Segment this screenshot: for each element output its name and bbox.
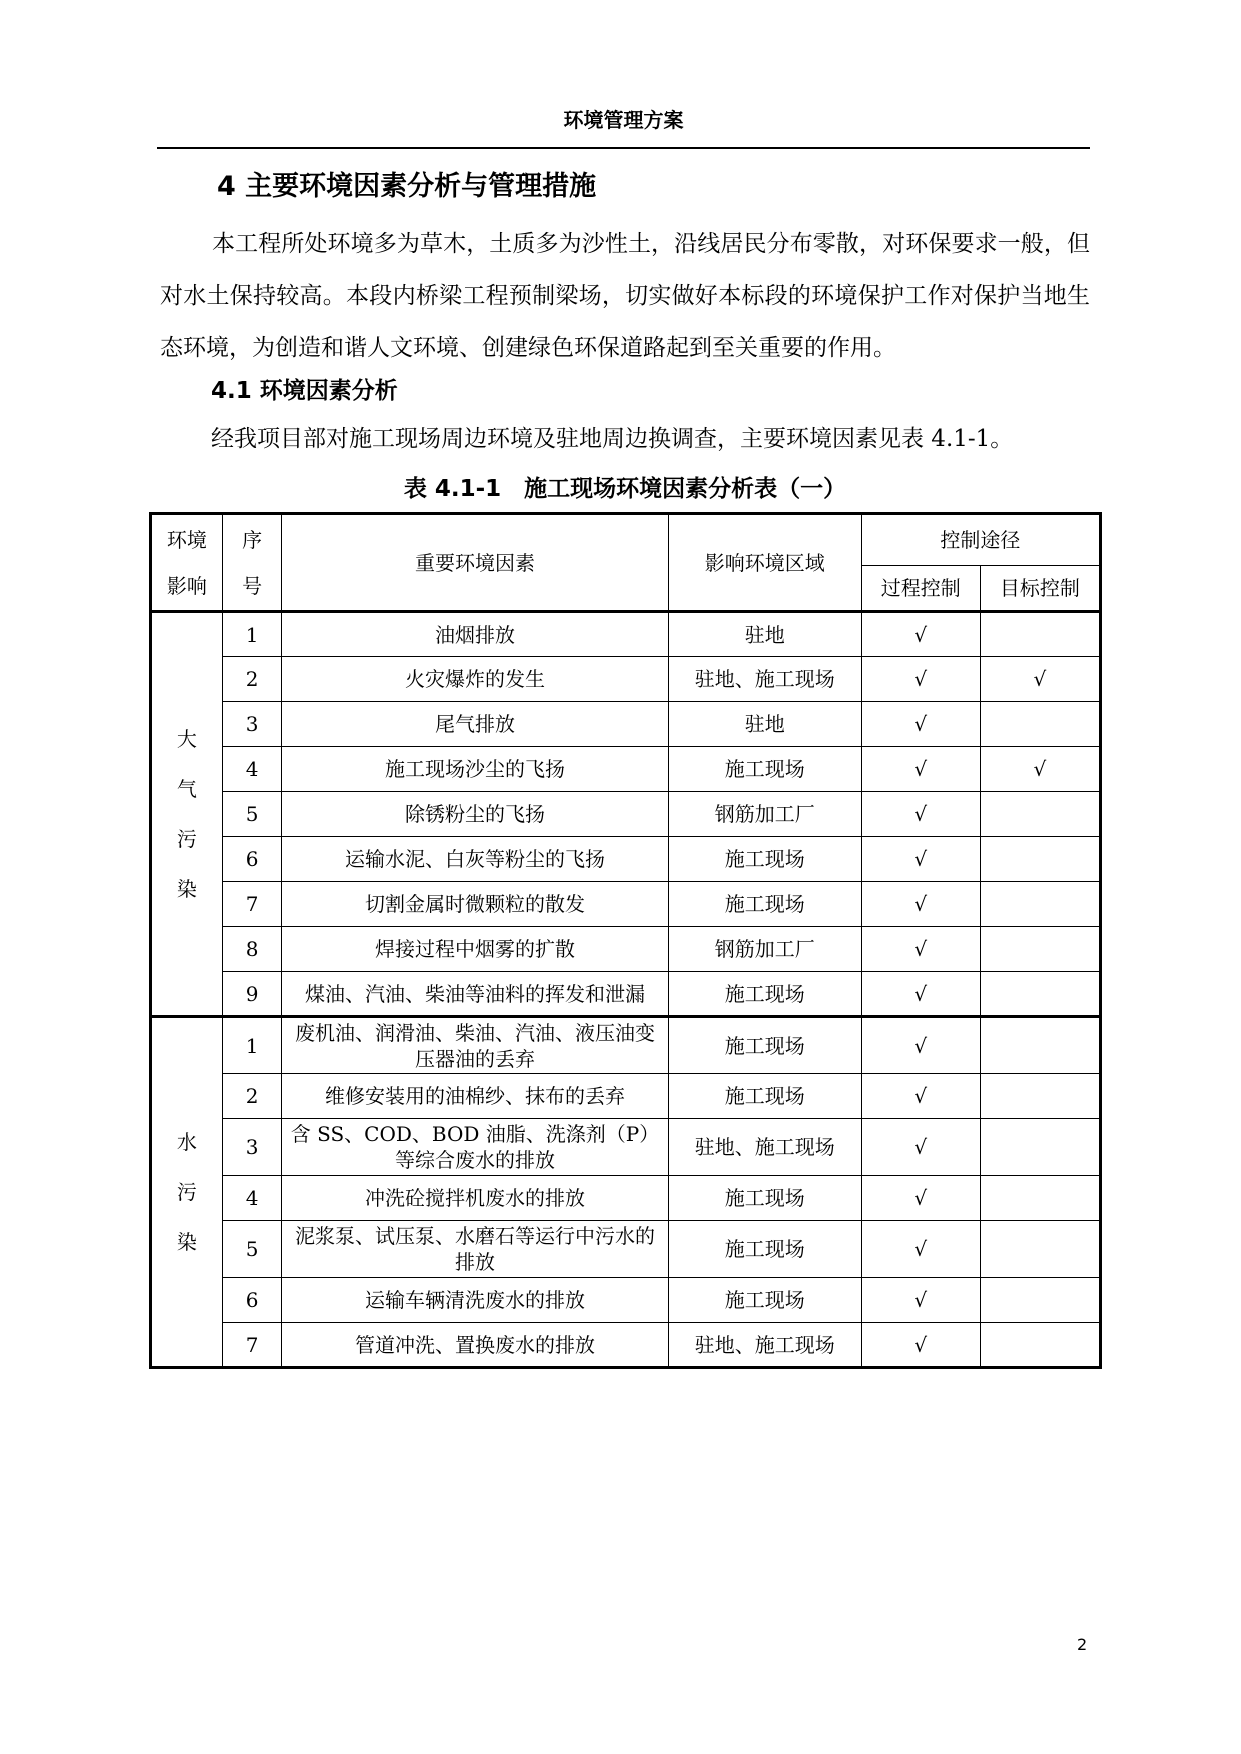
cell-no: 9 <box>222 972 282 1017</box>
table-row <box>151 1017 1101 1074</box>
page-number: 2 <box>1077 1635 1088 1654</box>
cell-target: √ <box>980 657 1100 702</box>
cell-target <box>980 837 1100 882</box>
cell-no: 6 <box>222 1278 282 1323</box>
header-divider <box>157 147 1090 149</box>
cell-no: 4 <box>222 747 282 792</box>
cell-area: 驻地 <box>668 612 861 657</box>
header-no-line1: 序 <box>242 527 263 552</box>
cell-factor: 泥浆泵、试压泵、水磨石等运行中污水的排放 <box>282 1221 668 1278</box>
table-row <box>151 1221 1101 1278</box>
cell-process: √ <box>861 1221 980 1278</box>
cell-process: √ <box>861 1119 980 1176</box>
cell-factor: 煤油、汽油、柴油等油料的挥发和泄漏 <box>282 972 668 1017</box>
cell-area: 施工现场 <box>668 1176 861 1221</box>
cell-area: 施工现场 <box>668 837 861 882</box>
cell-process: √ <box>861 1017 980 1074</box>
cell-target <box>980 972 1100 1017</box>
cell-area: 驻地 <box>668 702 861 747</box>
table-row <box>151 1278 1101 1323</box>
table-row <box>151 1323 1101 1368</box>
cell-no: 8 <box>222 927 282 972</box>
page-header-title: 环境管理方案 <box>563 108 684 132</box>
cell-target <box>980 1119 1100 1176</box>
cell-area: 施工现场 <box>668 1278 861 1323</box>
cell-target <box>980 882 1100 927</box>
cell-area: 施工现场 <box>668 1221 861 1278</box>
cell-area: 钢筋加工厂 <box>668 927 861 972</box>
cell-area: 钢筋加工厂 <box>668 792 861 837</box>
group-air <box>151 612 1101 1017</box>
cell-area: 驻地、施工现场 <box>668 1119 861 1176</box>
header-factor: 重要环境因素 <box>282 514 668 612</box>
cell-target <box>980 927 1100 972</box>
cell-factor: 运输车辆清洗废水的排放 <box>282 1278 668 1323</box>
cell-factor: 除锈粉尘的飞扬 <box>282 792 668 837</box>
cell-target <box>980 1221 1100 1278</box>
table-row <box>151 927 1101 972</box>
cell-process: √ <box>861 837 980 882</box>
cell-factor: 油烟排放 <box>282 612 668 657</box>
cell-area: 施工现场 <box>668 1017 861 1074</box>
cell-area: 施工现场 <box>668 1074 861 1119</box>
header-no <box>222 514 282 612</box>
cell-no: 1 <box>222 612 282 657</box>
cell-process: √ <box>861 702 980 747</box>
cell-process: √ <box>861 612 980 657</box>
header-impact-line1: 环境 <box>166 527 207 552</box>
table-row <box>151 1119 1101 1176</box>
header-target: 目标控制 <box>980 566 1100 612</box>
table-row <box>151 702 1101 747</box>
cell-no: 5 <box>222 1221 282 1278</box>
header-impact <box>151 514 223 612</box>
group-water <box>151 1017 1101 1368</box>
table-row <box>151 657 1101 702</box>
table-row <box>151 972 1101 1017</box>
cell-factor: 含 SS、COD、BOD 油脂、洗涤剂（P）等综合废水的排放 <box>282 1119 668 1176</box>
intro-paragraph: 本工程所处环境多为草木，土质多为沙性土，沿线居民分布零散，对环保要求一般，但对水土保持较高。本段内桥梁工程预制梁场，切实做好本标段的环境保护工作对保护当地生态环境，为创造和谐人文环境、创建绿色环保道路起到至关重要的作用。 <box>160 231 1090 361</box>
header-impact-line2: 影响 <box>166 573 207 598</box>
category-char: 水 <box>176 1130 197 1154</box>
cell-no: 6 <box>222 837 282 882</box>
cell-process: √ <box>861 657 980 702</box>
cell-factor: 维修安装用的油棉纱、抹布的丢弃 <box>282 1074 668 1119</box>
table-caption: 表 4.1-1 施工现场环境因素分析表（一） <box>403 476 847 502</box>
cell-process: √ <box>861 1323 980 1368</box>
category-char: 污 <box>176 1180 197 1204</box>
cell-factor: 火灾爆炸的发生 <box>282 657 668 702</box>
category-char: 染 <box>176 877 197 901</box>
cell-process: √ <box>861 1074 980 1119</box>
table-row <box>151 747 1101 792</box>
cell-no: 2 <box>222 1074 282 1119</box>
category-char: 气 <box>176 777 197 801</box>
cell-factor: 施工现场沙尘的飞扬 <box>282 747 668 792</box>
survey-paragraph: 经我项目部对施工现场周边环境及驻地周边换调查，主要环境因素见表 4.1-1。 <box>211 426 1014 452</box>
cell-factor: 焊接过程中烟雾的扩散 <box>282 927 668 972</box>
cell-area: 施工现场 <box>668 747 861 792</box>
cell-target <box>980 1017 1100 1074</box>
category-water <box>151 1017 223 1368</box>
table-row <box>151 1176 1101 1221</box>
cell-factor: 冲洗砼搅拌机废水的排放 <box>282 1176 668 1221</box>
cell-target <box>980 1278 1100 1323</box>
table-row <box>151 612 1101 657</box>
cell-factor: 尾气排放 <box>282 702 668 747</box>
cell-no: 7 <box>222 1323 282 1368</box>
header-no-line2: 号 <box>242 573 263 598</box>
table-row <box>151 882 1101 927</box>
category-char: 污 <box>176 827 197 851</box>
cell-target <box>980 1074 1100 1119</box>
cell-target <box>980 1323 1100 1368</box>
header-control: 控制途径 <box>861 514 1100 566</box>
cell-no: 4 <box>222 1176 282 1221</box>
cell-target <box>980 612 1100 657</box>
cell-area: 驻地、施工现场 <box>668 657 861 702</box>
section-heading: 4 主要环境因素分析与管理措施 <box>217 171 597 202</box>
cell-no: 1 <box>222 1017 282 1074</box>
cell-process: √ <box>861 792 980 837</box>
cell-factor: 切割金属时微颗粒的散发 <box>282 882 668 927</box>
table-row <box>151 837 1101 882</box>
cell-no: 2 <box>222 657 282 702</box>
cell-factor: 管道冲洗、置换废水的排放 <box>282 1323 668 1368</box>
cell-factor: 运输水泥、白灰等粉尘的飞扬 <box>282 837 668 882</box>
cell-area: 施工现场 <box>668 972 861 1017</box>
category-char: 染 <box>176 1230 197 1254</box>
table-row <box>151 1074 1101 1119</box>
cell-process: √ <box>861 927 980 972</box>
cell-process: √ <box>861 1278 980 1323</box>
cell-no: 7 <box>222 882 282 927</box>
cell-process: √ <box>861 747 980 792</box>
cell-process: √ <box>861 882 980 927</box>
subsection-heading: 4.1 环境因素分析 <box>211 378 398 404</box>
header-area: 影响环境区域 <box>668 514 861 612</box>
cell-target <box>980 1176 1100 1221</box>
table-header <box>151 514 1101 612</box>
cell-target <box>980 792 1100 837</box>
cell-area: 驻地、施工现场 <box>668 1323 861 1368</box>
environment-factor-table <box>149 512 1102 1369</box>
cell-no: 3 <box>222 702 282 747</box>
cell-factor: 废机油、润滑油、柴油、汽油、液压油变压器油的丢弃 <box>282 1017 668 1074</box>
cell-no: 3 <box>222 1119 282 1176</box>
category-char: 大 <box>176 727 197 751</box>
table-row <box>151 792 1101 837</box>
cell-area: 施工现场 <box>668 882 861 927</box>
cell-process: √ <box>861 972 980 1017</box>
header-process: 过程控制 <box>861 566 980 612</box>
cell-no: 5 <box>222 792 282 837</box>
cell-target <box>980 702 1100 747</box>
category-air <box>151 612 223 1017</box>
cell-target: √ <box>980 747 1100 792</box>
cell-process: √ <box>861 1176 980 1221</box>
